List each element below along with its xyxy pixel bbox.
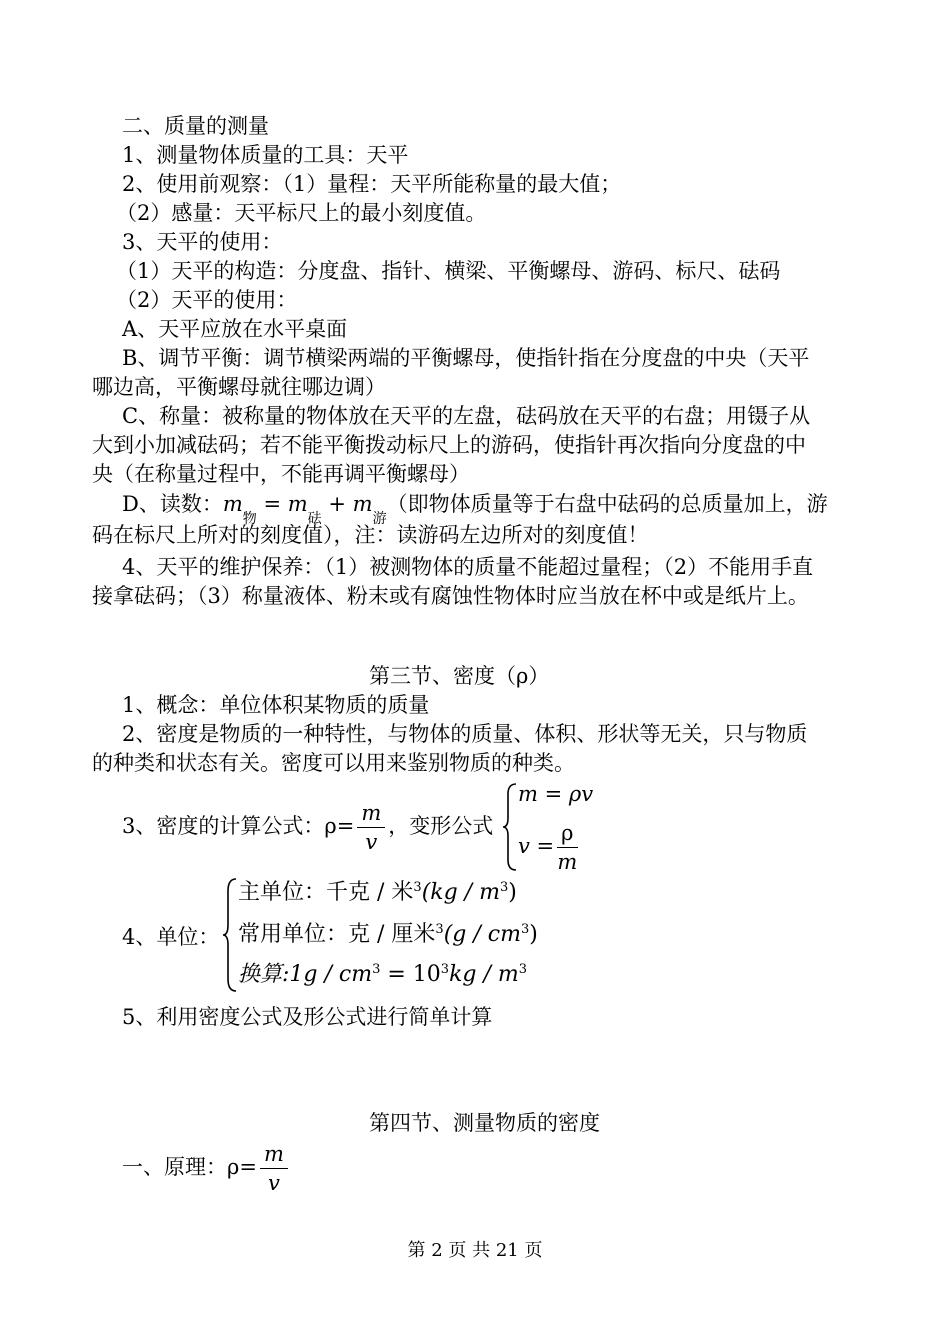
text-line: 2、密度是物质的一种特性，与物体的质量、体积、形状等无关，只与物质 (122, 722, 808, 746)
text-line: C、称量：被称量的物体放在天平的左盘，砝码放在天平的右盘；用镊子从 (122, 404, 811, 428)
mass-symbol: m (352, 492, 373, 516)
text-line: 大到小加减砝码；若不能平衡拨动标尺上的游码，使指针再次指向分度盘的中 (92, 433, 806, 457)
section-title: 第三节、密度（ρ） (369, 664, 550, 688)
text-line: 1、概念：单位体积某物质的质量 (122, 693, 430, 717)
unit-conversion: 换算:1g / $cm^3 = 10^3kg / m^3$ (238, 962, 528, 987)
text-line: （即物体质量等于右盘中砝码的总质量加上，游 (386, 492, 828, 516)
text-line: 3、天平的使用： (122, 230, 283, 254)
subscript-object: 物 (242, 511, 257, 527)
equals-sign: = (336, 814, 355, 838)
reading-formula-line (122, 489, 828, 527)
mass-symbol: m (287, 492, 308, 516)
text-line: 接拿砝码；（3）称量液体、粉末或有腐蚀性物体时应当放在杯中或是纸片上。 (92, 584, 809, 608)
reading-label: D、读数： (122, 492, 223, 516)
text-line: 码在标尺上所对的刻度值），注：读游码左边所对的刻度值！ (92, 523, 649, 547)
mass-symbol: m (222, 492, 243, 516)
text-line: 哪边高，平衡螺母就往哪边调） (92, 375, 386, 399)
rho-symbol: ρ (227, 1155, 240, 1179)
text-line: 5、利用密度公式及形公式进行简单计算 (122, 1005, 493, 1029)
section-heading: 二、质量的测量 (122, 114, 269, 138)
fraction-m-over-v: $\frac{m}{v}$ (260, 1140, 288, 1197)
fraction-rho-over-m: $\frac{\rho}{m}$ (557, 821, 578, 874)
unit-common: 常用单位：克 / 厘米$^3(g / cm^3)$ (238, 922, 538, 947)
section-title: 第四节、测量物质的密度 (369, 1111, 600, 1135)
variant-label: ，变形公式 (388, 814, 494, 838)
rho-symbol: ρ (324, 814, 337, 838)
text-line: A、天平应放在水平桌面 (122, 317, 348, 341)
unit-primary: 主单位：千克 / 米$^3(kg / m^3)$ (238, 880, 517, 905)
principle-label: 一、原理： (122, 1155, 227, 1179)
text-line: 央（在称量过程中，不能再调平衡螺母） (92, 462, 470, 486)
equals-sign: = (239, 1155, 257, 1179)
subscript-rider: 游 (372, 511, 387, 527)
text-line: （1）天平的构造：分度盘、指针、横梁、平衡螺母、游码、标尺、砝码 (116, 259, 781, 283)
text-line: 1、测量物体质量的工具：天平 (122, 143, 409, 167)
variant-formula-volume: v = $\frac{\rho}{m}$ (518, 821, 578, 874)
principle-formula (122, 1137, 291, 1197)
fraction-m-over-v: $\frac{m}{v}$ (357, 799, 385, 856)
page-footer: 第 2 页 共 21 页 (407, 1240, 543, 1261)
equals-sign: = (263, 492, 282, 516)
plus-sign: + (328, 492, 346, 516)
unit-label: 4、单位： (122, 925, 220, 949)
text-line: （2）天平的使用： (116, 288, 298, 312)
text-line: （2）感量：天平标尺上的最小刻度值。 (116, 201, 487, 225)
variant-formula-mass: m = ρv (518, 782, 594, 806)
left-brace-icon (222, 877, 238, 993)
formula-label: 3、密度的计算公式： (122, 814, 325, 838)
text-line: 的种类和状态有关。密度可以用来鉴别物质的种类。 (92, 751, 575, 775)
subscript-weights: 砝 (307, 511, 322, 527)
density-formula (122, 796, 493, 856)
text-line: 4、天平的维护保养：（1）被测物体的质量不能超过量程；（2）不能用手直 (122, 555, 814, 579)
text-line: B、调节平衡：调节横梁两端的平衡螺母，使指针指在分度盘的中央（天平 (122, 346, 810, 370)
text-line: 2、使用前观察：（1）量程：天平所能称量的最大值； (122, 172, 622, 196)
left-brace-icon (502, 782, 518, 872)
